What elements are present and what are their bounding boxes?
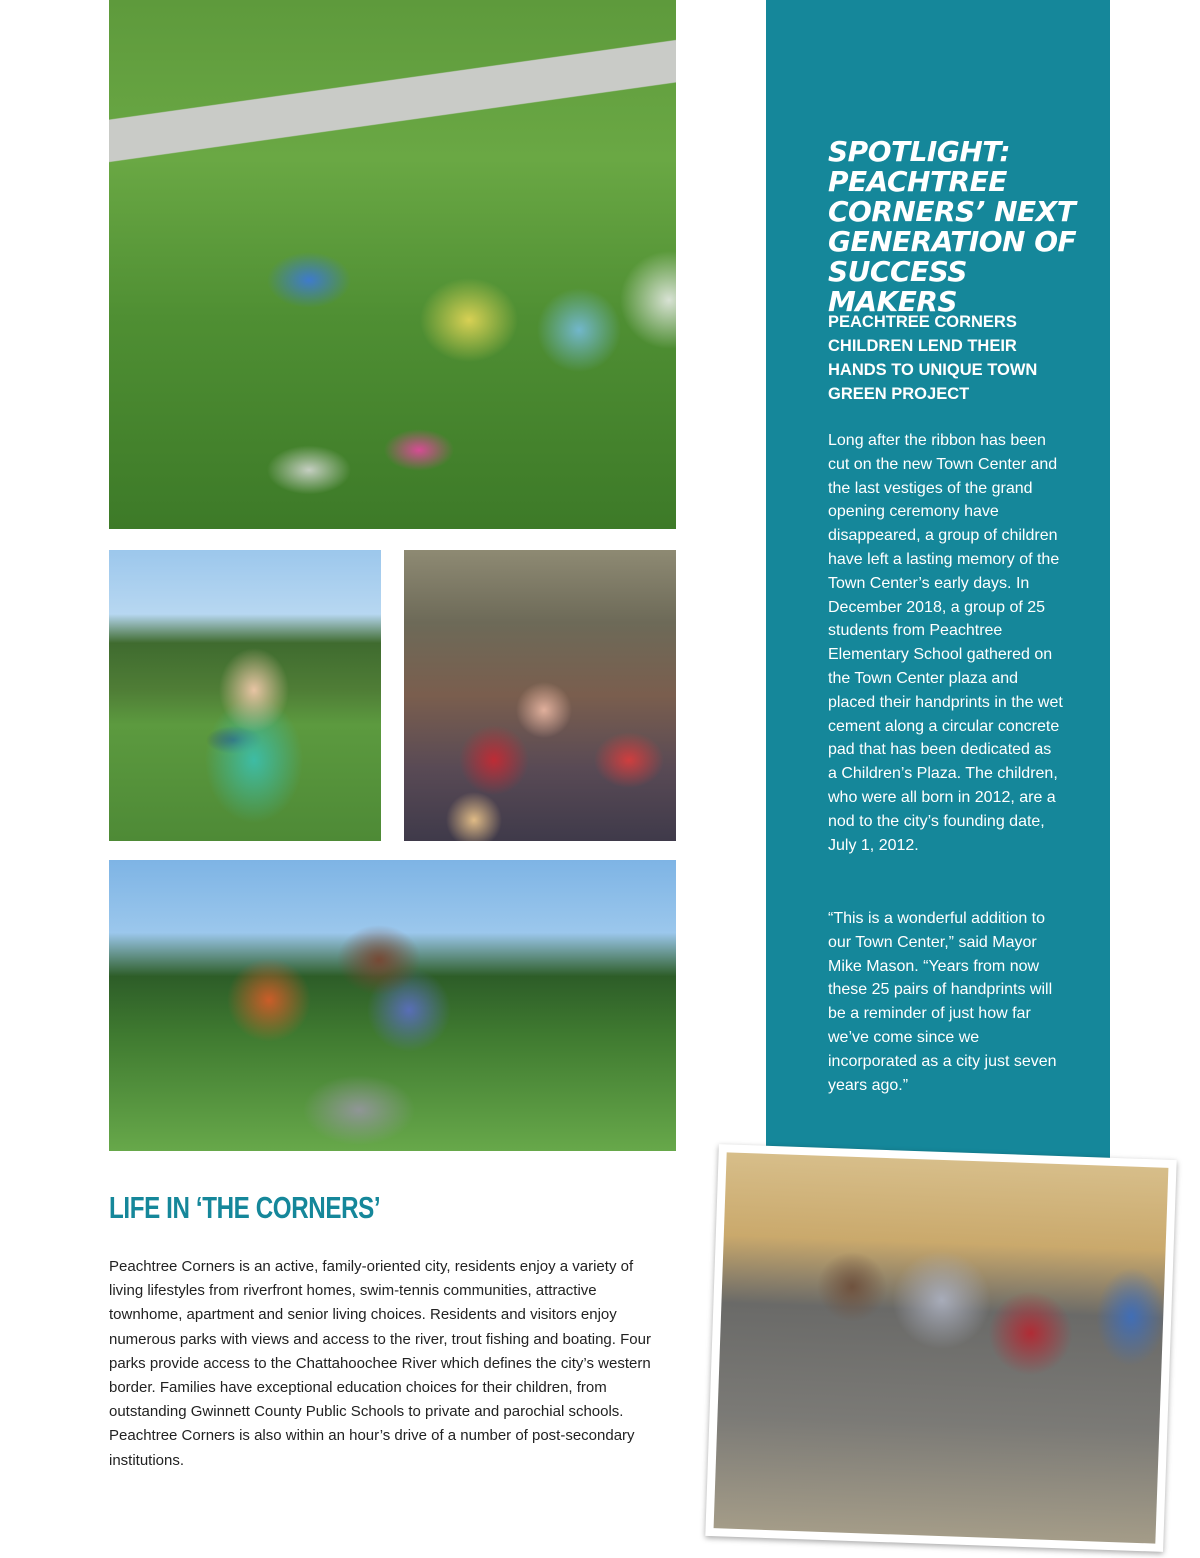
sidebar-paragraph: Long after the ribbon has been cut on the new Town Center and the last vestiges of the grand opening ceremony have disappeared, a group of children have left a lasting memory of the Town Center’s early days. In December 2018, a group of 25 students from Peachtree Elementary School gathered on the Town Center plaza and placed their handprints in the wet cement along a circular concrete pad that has been dedicated as a Children’s Plaza. The children, who were all born in 2012, are a nod to the city’s founding date, July 1, 2012. (828, 432, 1063, 854)
lawn-photo (109, 0, 676, 529)
slide-photo (109, 860, 676, 1151)
sidebar-quote-paragraph: “This is a wonderful addition to our Town Center,” said Mayor Mike Mason. “Years from now these 25 pairs of handprints will be a reminder of just how far we’ve come since we incorporated as a city just seven years ago.” (828, 910, 1057, 1094)
section-body: Peachtree Corners is an active, family-oriented city, residents enjoy a variety of living lifestyles from riverfront homes, swim-tennis communities, attractive townhome, apartment and senior living choices. Residents and visitors enjoy numerous parks with views and access to the river, trout fishing and boating. Four parks provide access to the Chattahoochee River which defines the city’s western border. Families have exceptional education choices for their children, from outstanding Gwinnett County Public Schools to private and parochial schools. Peachtree Corners is also within an hour’s drive of a number of post-secondary institutions. (109, 1258, 651, 1469)
sidebar-title: SPOTLIGHT: PEACHTREE CORNERS’ NEXT GENERATION OF SUCCESS MAKERS (828, 135, 1077, 318)
crowd-photo (404, 550, 676, 841)
boy-frisbee-photo (109, 550, 381, 841)
handprints-photo (705, 1144, 1176, 1552)
section-heading: LIFE IN ‘THE CORNERS’ (109, 1190, 381, 1225)
sidebar-subtitle: PEACHTREE CORNERS CHILDREN LEND THEIR HANDS TO UNIQUE TOWN GREEN PROJECT (828, 313, 1038, 403)
handprints-photo-image (714, 1152, 1169, 1543)
